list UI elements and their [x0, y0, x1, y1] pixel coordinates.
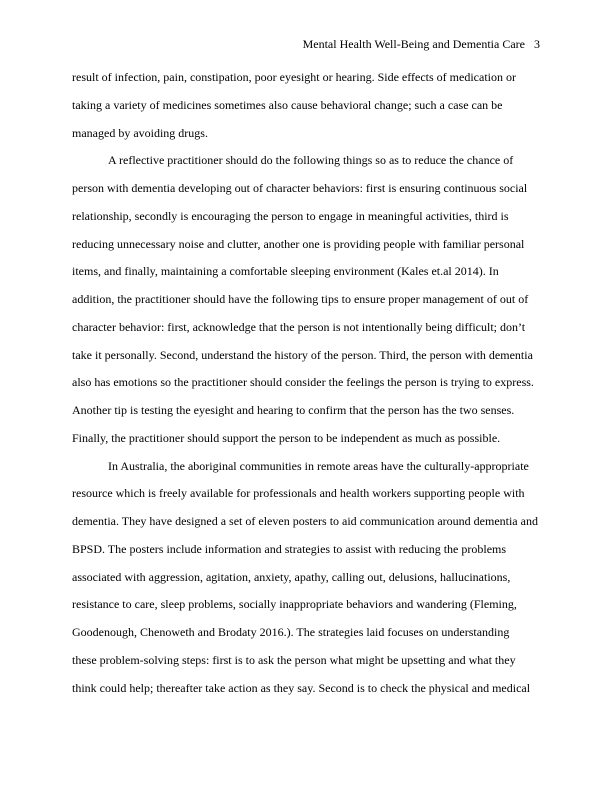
text-line: person with dementia developing out of character behaviors: first is ensuring continuous social: [72, 181, 528, 195]
text-line: relationship, secondly is encouraging the person to engage in meaningful activities, third is: [72, 208, 509, 223]
text-line: Finally, the practitioner should support the person to be independent as much as possible.: [72, 430, 501, 445]
text-line: these problem-solving steps: first is to ask the person what might be upsetting and what they: [72, 652, 516, 667]
text-line: associated with aggression, agitation, anxiety, apathy, calling out, delusions, hallucinations,: [72, 569, 511, 584]
running-title: Mental Health Well-Being and Dementia Care: [302, 37, 525, 51]
text-line: dementia. They have designed a set of eleven posters to aid communication around dementia and: [72, 514, 538, 528]
text-line: character behavior: first, acknowledge that the person is not intentionally being difficult; don’t: [72, 319, 526, 334]
text-line: also has emotions so the practitioner should consider the feelings the person is trying to express.: [72, 375, 534, 390]
text-line: take it personally. Second, understand the history of the person. Third, the person with dementia: [72, 347, 533, 362]
page-number: 3: [534, 37, 540, 51]
text-line: result of infection, pain, constipation, poor eyesight or hearing. Side effects of medication or: [72, 70, 516, 84]
paragraph-first-line: In Australia, the aboriginal communities in remote areas have the culturally-appropriate: [108, 458, 529, 473]
text-line: Another tip is testing the eyesight and hearing to confirm that the person has the two senses.: [72, 403, 515, 417]
body-text: [72, 64, 542, 702]
text-line: BPSD. The posters include information and strategies to assist with reducing the problems: [72, 541, 507, 556]
text-line: think could help; thereafter take action as they say. Second is to check the physical and medical: [72, 680, 531, 695]
text-line: managed by avoiding drugs.: [72, 125, 208, 140]
paragraph-first-line: A reflective practitioner should do the following things so as to reduce the chance of: [108, 153, 514, 168]
running-head: [303, 36, 540, 52]
text-line: addition, the practitioner should have the following tips to ensure proper management of out of: [72, 292, 529, 306]
text-line: resource which is freely available for professionals and health workers supporting people with: [72, 486, 525, 501]
text-line: taking a variety of medicines sometimes also cause behavioral change; such a case can be: [72, 97, 503, 112]
text-line: items, and finally, maintaining a comfortable sleeping environment (Kales et.al 2014). In: [72, 264, 499, 279]
text-line: reducing unnecessary noise and clutter, another one is providing people with familiar personal: [72, 236, 525, 251]
text-line: Goodenough, Chenoweth and Brodaty 2016.). The strategies laid focuses on understanding: [72, 625, 510, 639]
text-line: resistance to care, sleep problems, socially inappropriate behaviors and wandering (Fleming,: [72, 597, 517, 612]
